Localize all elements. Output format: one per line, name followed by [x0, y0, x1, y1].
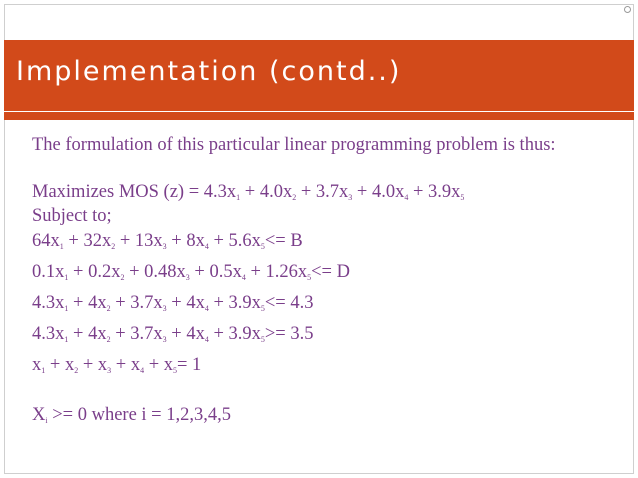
term-subscript: 3 [162, 304, 167, 313]
term-operator: + [111, 355, 131, 375]
constraint-relation: <= D [311, 262, 350, 282]
term-operator: + [208, 293, 229, 313]
term-coefficient: x [64, 355, 75, 375]
slide-content [32, 130, 612, 426]
term-coefficient: 8x [186, 231, 205, 251]
term-subscript: 4 [204, 304, 209, 313]
term-subscript: 2 [111, 242, 116, 251]
term-coefficient: 3.9x [228, 293, 261, 313]
term-subscript: 1 [64, 335, 69, 344]
constraint-line [32, 323, 612, 345]
objective-label: Maximizes MOS (z) = [32, 182, 204, 202]
slide-title: Implementation (contd..) [16, 56, 402, 87]
subject-to-label: Subject to; [32, 206, 112, 226]
term-subscript: 5 [173, 366, 177, 375]
constraint-line [32, 292, 612, 314]
constraint-relation: >= 3.5 [264, 324, 314, 344]
term-coefficient: x [32, 355, 42, 375]
term-coefficient: 64x [32, 231, 60, 251]
term-coefficient: 3.9x [428, 182, 461, 202]
term-subscript: 5 [260, 335, 265, 344]
term-subscript: 2 [106, 335, 111, 344]
term-subscript: 5 [260, 304, 265, 313]
term-operator: + [68, 293, 89, 313]
term-operator: + [352, 182, 372, 202]
term-coefficient: 4x [88, 293, 107, 313]
term-subscript: 2 [120, 273, 125, 282]
term-coefficient: 4.0x [259, 182, 293, 202]
term-subscript: 4 [204, 242, 209, 251]
term-operator: + [189, 262, 210, 282]
term-subscript: 4 [241, 273, 246, 282]
title-bar [4, 40, 634, 120]
term-subscript: 1 [236, 193, 241, 202]
nonnegativity-line [32, 404, 612, 426]
term-subscript: 2 [292, 193, 297, 202]
term-subscript: 1 [41, 366, 46, 375]
term-subscript: 3 [185, 273, 190, 282]
term-coefficient: 4x [186, 293, 205, 313]
nonneg-sub: i [45, 416, 48, 425]
term-subscript: 2 [106, 304, 111, 313]
term-subscript: 3 [348, 193, 353, 202]
term-operator: + [110, 324, 131, 344]
term-coefficient: 4x [186, 324, 205, 344]
term-coefficient: 3.7x [130, 293, 163, 313]
term-operator: + [110, 293, 131, 313]
term-subscript: 1 [59, 242, 64, 251]
term-operator: + [68, 262, 89, 282]
term-operator: + [144, 355, 164, 375]
term-operator: + [78, 355, 98, 375]
term-coefficient: 1.26x [265, 262, 308, 282]
term-coefficient: 0.2x [88, 262, 121, 282]
constraint-relation: <= B [264, 231, 303, 251]
term-coefficient: 4.3x [32, 293, 65, 313]
term-coefficient: 13x [134, 231, 163, 251]
term-operator: + [45, 355, 65, 375]
term-operator: + [166, 324, 187, 344]
term-subscript: 3 [162, 335, 167, 344]
term-coefficient: 0.1x [32, 262, 65, 282]
term-coefficient: 4x [88, 324, 107, 344]
term-subscript: 5 [260, 242, 265, 251]
term-coefficient: 4.3x [32, 324, 65, 344]
term-coefficient: x [163, 355, 173, 375]
nonneg-var: X [32, 405, 46, 425]
term-coefficient: 5.6x [228, 231, 261, 251]
term-subscript: 4 [204, 335, 209, 344]
constraint-relation: <= 4.3 [264, 293, 314, 313]
objective-line [32, 181, 612, 203]
term-coefficient: 0.5x [209, 262, 242, 282]
term-coefficient: x [97, 355, 108, 375]
term-coefficient: 4.3x [203, 182, 237, 202]
term-coefficient: 4.0x [371, 182, 405, 202]
term-operator: + [68, 324, 89, 344]
term-operator: + [63, 231, 84, 251]
term-operator: + [115, 231, 135, 251]
term-operator: + [245, 262, 266, 282]
term-operator: + [296, 182, 316, 202]
term-subscript: 2 [74, 366, 79, 375]
term-operator: + [166, 293, 187, 313]
corner-circle-icon [624, 6, 631, 13]
constraint-line [32, 354, 612, 376]
constraint-relation: = 1 [177, 355, 202, 375]
constraint-line [32, 261, 612, 283]
term-coefficient: 32x [83, 231, 112, 251]
term-subscript: 1 [64, 273, 69, 282]
term-subscript: 1 [64, 304, 69, 313]
objective-terms [204, 182, 465, 202]
term-coefficient: 3.7x [130, 324, 163, 344]
title-underline [4, 111, 634, 112]
term-subscript: 4 [404, 193, 409, 202]
constraint-line [32, 230, 612, 252]
term-operator: + [240, 182, 260, 202]
term-operator: + [208, 231, 229, 251]
term-operator: + [408, 182, 429, 202]
term-operator: + [124, 262, 145, 282]
term-subscript: 5 [460, 193, 465, 202]
term-coefficient: 0.48x [144, 262, 186, 282]
constraints-list [32, 230, 612, 376]
term-subscript: 5 [307, 273, 312, 282]
term-coefficient: x [130, 355, 141, 375]
term-operator: + [166, 231, 187, 251]
term-coefficient: 3.9x [228, 324, 261, 344]
term-operator: + [208, 324, 229, 344]
intro-text: The formulation of this particular linear programming problem is thus: [32, 135, 556, 155]
nonneg-rest: >= 0 where i = 1,2,3,4,5 [47, 405, 231, 425]
term-subscript: 3 [107, 366, 112, 375]
term-subscript: 4 [140, 366, 145, 375]
term-coefficient: 3.7x [315, 182, 349, 202]
term-subscript: 3 [162, 242, 167, 251]
